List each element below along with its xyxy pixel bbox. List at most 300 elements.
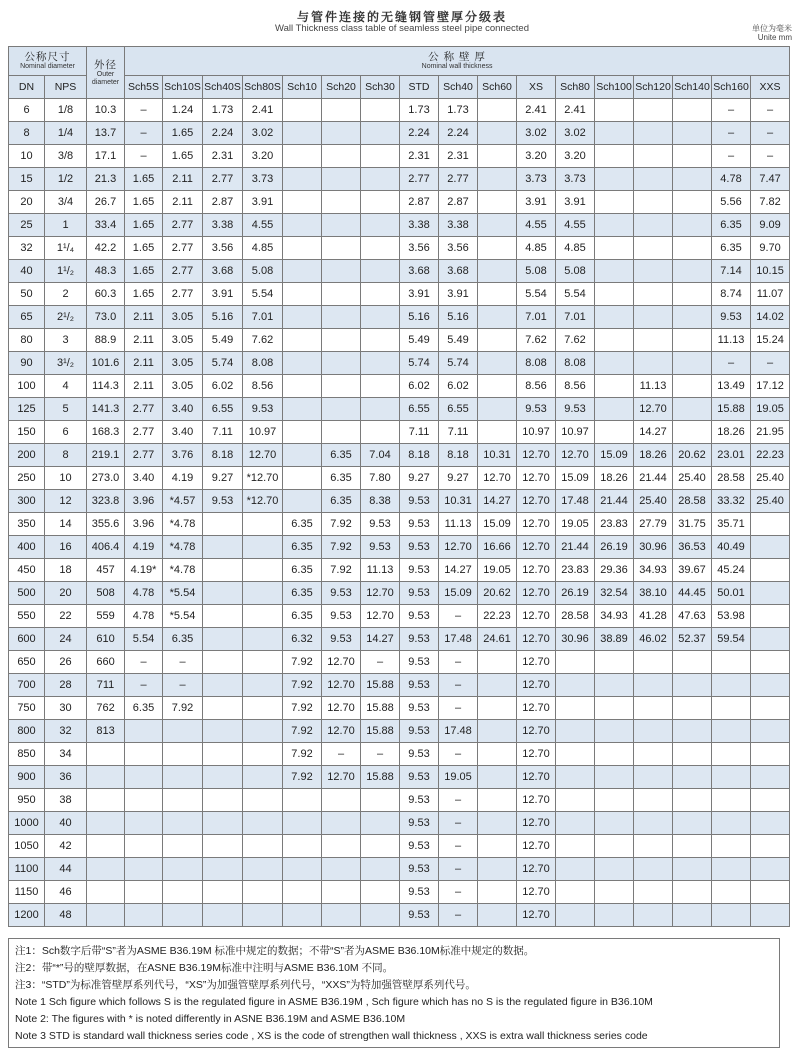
table-cell: 15.09 xyxy=(556,467,595,490)
table-row xyxy=(9,743,790,766)
table-cell: – xyxy=(751,352,790,375)
table-row xyxy=(9,214,790,237)
table-cell: 3.38 xyxy=(439,214,478,237)
note-line: 注1：Sch数字后带“S”者为ASME B36.19M 标准中规定的数据；不带“S”者为ASME B36.10M标准中规定的数据。 xyxy=(15,945,535,957)
table-cell xyxy=(243,651,283,674)
table-cell xyxy=(125,743,163,766)
table-cell: 22.23 xyxy=(478,605,517,628)
table-cell: 2.31 xyxy=(400,145,439,168)
table-cell: 5.54 xyxy=(243,283,283,306)
table-cell: – xyxy=(361,743,400,766)
table-cell xyxy=(556,743,595,766)
table-cell: 21.95 xyxy=(751,421,790,444)
table-cell: *4.78 xyxy=(163,536,203,559)
table-cell: 15 xyxy=(9,168,45,191)
table-cell xyxy=(361,260,400,283)
table-cell: 5.16 xyxy=(439,306,478,329)
table-cell: 9.53 xyxy=(400,490,439,513)
table-cell xyxy=(751,582,790,605)
table-cell: 5 xyxy=(45,398,87,421)
table-cell: 1.65 xyxy=(163,122,203,145)
table-cell: 32.54 xyxy=(595,582,634,605)
table-cell xyxy=(322,421,361,444)
table-cell: 39.67 xyxy=(673,559,712,582)
table-cell xyxy=(634,122,673,145)
table-cell: 7.92 xyxy=(283,720,322,743)
table-cell: 9.53 xyxy=(400,858,439,881)
table-cell: 9.27 xyxy=(400,467,439,490)
table-cell: 11.07 xyxy=(751,283,790,306)
table-cell: 6.35 xyxy=(322,467,361,490)
table-cell: 7.62 xyxy=(517,329,556,352)
table-cell xyxy=(203,858,243,881)
table-cell xyxy=(712,766,751,789)
table-cell: 7.11 xyxy=(400,421,439,444)
table-cell: 5.16 xyxy=(400,306,439,329)
table-cell xyxy=(595,306,634,329)
table-cell: 11.13 xyxy=(712,329,751,352)
table-cell: 23.01 xyxy=(712,444,751,467)
table-cell: 34.93 xyxy=(595,605,634,628)
table-cell: 13.49 xyxy=(712,375,751,398)
table-cell xyxy=(634,720,673,743)
table-cell: 12.70 xyxy=(517,743,556,766)
table-cell xyxy=(478,674,517,697)
table-cell: 15.88 xyxy=(361,766,400,789)
table-cell: 6.35 xyxy=(163,628,203,651)
table-cell: 80 xyxy=(9,329,45,352)
table-cell: 11.13 xyxy=(439,513,478,536)
table-cell xyxy=(478,352,517,375)
table-cell xyxy=(673,812,712,835)
table-cell: 5.54 xyxy=(556,283,595,306)
table-cell xyxy=(634,697,673,720)
table-cell: *4.78 xyxy=(163,513,203,536)
table-cell xyxy=(556,904,595,927)
table-cell: 2.11 xyxy=(125,329,163,352)
table-cell: 3.40 xyxy=(163,398,203,421)
table-cell xyxy=(243,605,283,628)
table-cell: 9.53 xyxy=(243,398,283,421)
table-cell: 12.70 xyxy=(517,697,556,720)
table-cell: *4.57 xyxy=(163,490,203,513)
table-cell: 12.70 xyxy=(517,559,556,582)
table-cell xyxy=(673,99,712,122)
table-cell xyxy=(478,260,517,283)
table-cell: 9.53 xyxy=(400,674,439,697)
table-cell: 4.55 xyxy=(517,214,556,237)
table-cell: 2.77 xyxy=(400,168,439,191)
table-cell: 5.54 xyxy=(125,628,163,651)
header-schedule-sch10: Sch10 xyxy=(283,76,322,99)
table-cell: 20.62 xyxy=(673,444,712,467)
table-cell: 1.73 xyxy=(439,99,478,122)
header-wall-cn: 公 称 壁 厚 xyxy=(428,51,486,63)
table-cell: 7.04 xyxy=(361,444,400,467)
table-cell: 12.70 xyxy=(361,605,400,628)
table-cell: 5.56 xyxy=(712,191,751,214)
table-cell xyxy=(243,674,283,697)
table-cell: 355.6 xyxy=(87,513,125,536)
table-cell: 3.05 xyxy=(163,352,203,375)
table-cell: 2.11 xyxy=(163,191,203,214)
table-cell: 28.58 xyxy=(712,467,751,490)
table-cell: 7.80 xyxy=(361,467,400,490)
table-cell: 47.63 xyxy=(673,605,712,628)
table-cell: 9.53 xyxy=(400,605,439,628)
table-cell: 4.78 xyxy=(712,168,751,191)
table-cell xyxy=(283,352,322,375)
table-cell xyxy=(283,881,322,904)
table-cell xyxy=(322,260,361,283)
table-cell: 7.11 xyxy=(203,421,243,444)
table-cell xyxy=(163,904,203,927)
table-cell: 3.91 xyxy=(556,191,595,214)
table-cell: 52.37 xyxy=(673,628,712,651)
table-cell: 2.77 xyxy=(125,421,163,444)
table-cell xyxy=(556,812,595,835)
table-cell xyxy=(673,145,712,168)
table-cell: – xyxy=(751,122,790,145)
table-cell xyxy=(634,99,673,122)
table-cell xyxy=(673,835,712,858)
table-cell xyxy=(322,283,361,306)
table-cell: 5.49 xyxy=(439,329,478,352)
table-cell: 323.8 xyxy=(87,490,125,513)
table-cell: 2.24 xyxy=(203,122,243,145)
table-cell: 5.74 xyxy=(400,352,439,375)
table-cell: 762 xyxy=(87,697,125,720)
table-cell: 6.35 xyxy=(283,559,322,582)
table-cell: 24 xyxy=(45,628,87,651)
table-cell xyxy=(283,421,322,444)
note-line: 注2：带“*”号的壁厚数据，在ASNE B36.19M标准中注明与ASME B36.10M 不同。 xyxy=(15,962,394,974)
table-cell: 3.56 xyxy=(439,237,478,260)
table-cell: 2.87 xyxy=(439,191,478,214)
table-cell xyxy=(283,191,322,214)
table-cell: 6.35 xyxy=(283,582,322,605)
table-cell: 25 xyxy=(9,214,45,237)
table-cell: 44 xyxy=(45,858,87,881)
table-cell xyxy=(478,375,517,398)
table-cell: 17.1 xyxy=(87,145,125,168)
table-cell: 6.35 xyxy=(283,513,322,536)
table-cell xyxy=(595,904,634,927)
table-cell: 48 xyxy=(45,904,87,927)
table-cell: 1.65 xyxy=(163,145,203,168)
table-cell xyxy=(673,283,712,306)
table-cell xyxy=(322,191,361,214)
table-cell: 1 xyxy=(45,214,87,237)
table-cell: – xyxy=(125,122,163,145)
table-cell xyxy=(283,329,322,352)
table-cell: 3/8 xyxy=(45,145,87,168)
table-cell xyxy=(595,168,634,191)
table-cell xyxy=(283,260,322,283)
table-cell: 3.40 xyxy=(125,467,163,490)
table-cell xyxy=(751,835,790,858)
table-cell xyxy=(125,835,163,858)
table-cell: 34.93 xyxy=(634,559,673,582)
table-cell: 36.53 xyxy=(673,536,712,559)
table-cell: 3.20 xyxy=(243,145,283,168)
table-cell xyxy=(556,674,595,697)
table-cell: 2.77 xyxy=(163,283,203,306)
header-schedule-sch60: Sch60 xyxy=(478,76,517,99)
table-cell: 25.40 xyxy=(673,467,712,490)
table-cell: 6 xyxy=(45,421,87,444)
table-cell: 14 xyxy=(45,513,87,536)
table-cell: 36 xyxy=(45,766,87,789)
table-cell: 42 xyxy=(45,835,87,858)
table-cell: 150 xyxy=(9,421,45,444)
table-cell: 12.70 xyxy=(517,720,556,743)
table-cell: 38.10 xyxy=(634,582,673,605)
table-cell: 3.76 xyxy=(163,444,203,467)
header-schedule-sch20: Sch20 xyxy=(322,76,361,99)
table-cell xyxy=(361,789,400,812)
table-cell xyxy=(595,697,634,720)
header-schedule-sch30: Sch30 xyxy=(361,76,400,99)
table-cell: 26.7 xyxy=(87,191,125,214)
table-cell xyxy=(243,858,283,881)
table-cell: 7.62 xyxy=(243,329,283,352)
table-cell: 1100 xyxy=(9,858,45,881)
header-wall-en: Nominal wall thickness xyxy=(421,63,493,70)
table-cell xyxy=(203,835,243,858)
table-cell xyxy=(322,237,361,260)
table-cell: 6.55 xyxy=(439,398,478,421)
table-cell: 7.92 xyxy=(283,674,322,697)
table-cell: 3 xyxy=(45,329,87,352)
table-cell: 6.55 xyxy=(400,398,439,421)
table-cell xyxy=(634,904,673,927)
table-cell: 9.53 xyxy=(400,582,439,605)
table-cell: 11.13 xyxy=(361,559,400,582)
table-cell: 32 xyxy=(9,237,45,260)
table-cell: 6.02 xyxy=(400,375,439,398)
table-cell xyxy=(595,283,634,306)
table-cell: 4.19 xyxy=(125,536,163,559)
table-cell xyxy=(595,766,634,789)
table-cell: 2.77 xyxy=(439,168,478,191)
table-cell: 1.73 xyxy=(203,99,243,122)
table-cell: 2.31 xyxy=(439,145,478,168)
table-cell xyxy=(595,145,634,168)
table-cell xyxy=(595,237,634,260)
table-row xyxy=(9,375,790,398)
table-cell xyxy=(203,559,243,582)
unit-label xyxy=(752,24,792,42)
table-cell: 9.53 xyxy=(400,835,439,858)
table-row xyxy=(9,881,790,904)
table-cell: 6.02 xyxy=(203,375,243,398)
table-cell xyxy=(712,674,751,697)
table-cell: 7.62 xyxy=(556,329,595,352)
table-cell xyxy=(673,789,712,812)
table-cell xyxy=(163,766,203,789)
table-cell xyxy=(283,237,322,260)
table-cell: 6.32 xyxy=(283,628,322,651)
table-cell xyxy=(556,720,595,743)
table-cell: 19.05 xyxy=(478,559,517,582)
table-cell: 10.97 xyxy=(243,421,283,444)
table-cell: 1/2 xyxy=(45,168,87,191)
table-cell: 4.85 xyxy=(556,237,595,260)
table-cell: 13.7 xyxy=(87,122,125,145)
table-cell xyxy=(87,835,125,858)
table-cell xyxy=(478,237,517,260)
table-cell: *5.54 xyxy=(163,582,203,605)
table-cell: 48.3 xyxy=(87,260,125,283)
table-cell: 5.16 xyxy=(203,306,243,329)
table-cell: 8 xyxy=(9,122,45,145)
table-cell xyxy=(283,812,322,835)
table-cell: 3.05 xyxy=(163,329,203,352)
table-cell: 1050 xyxy=(9,835,45,858)
table-cell xyxy=(203,582,243,605)
table-cell xyxy=(203,674,243,697)
table-cell: 8.08 xyxy=(243,352,283,375)
table-cell xyxy=(322,145,361,168)
table-cell xyxy=(595,214,634,237)
table-cell xyxy=(595,651,634,674)
table-cell xyxy=(322,881,361,904)
table-cell: 4.19 xyxy=(163,467,203,490)
table-cell: – xyxy=(439,858,478,881)
table-cell: 6.35 xyxy=(712,237,751,260)
table-cell: 7.01 xyxy=(556,306,595,329)
table-cell: – xyxy=(712,352,751,375)
table-cell: – xyxy=(439,789,478,812)
table-cell xyxy=(712,904,751,927)
table-cell: 65 xyxy=(9,306,45,329)
table-cell: 20 xyxy=(45,582,87,605)
table-cell xyxy=(673,766,712,789)
table-cell: 8.18 xyxy=(400,444,439,467)
table-cell: – xyxy=(125,99,163,122)
table-cell: *5.54 xyxy=(163,605,203,628)
table-cell: 550 xyxy=(9,605,45,628)
table-cell: 12.70 xyxy=(517,467,556,490)
table-cell: 1200 xyxy=(9,904,45,927)
table-cell xyxy=(673,260,712,283)
table-cell xyxy=(243,766,283,789)
table-row xyxy=(9,168,790,191)
table-cell: 8.38 xyxy=(361,490,400,513)
table-cell: 8.08 xyxy=(556,352,595,375)
table-cell: 14.27 xyxy=(439,559,478,582)
table-cell xyxy=(634,835,673,858)
table-row xyxy=(9,582,790,605)
table-cell xyxy=(478,329,517,352)
table-cell: 12.70 xyxy=(517,536,556,559)
table-cell: 5.49 xyxy=(400,329,439,352)
table-cell xyxy=(673,237,712,260)
table-cell: 3.68 xyxy=(203,260,243,283)
table-cell xyxy=(243,582,283,605)
table-cell xyxy=(634,306,673,329)
table-cell: 7.92 xyxy=(322,536,361,559)
table-row xyxy=(9,490,790,513)
table-cell xyxy=(125,720,163,743)
table-cell: 7.11 xyxy=(439,421,478,444)
table-cell xyxy=(712,789,751,812)
table-cell xyxy=(125,904,163,927)
table-row xyxy=(9,352,790,375)
header-outer-cn: 外径 xyxy=(94,58,118,71)
table-cell xyxy=(478,904,517,927)
table-cell xyxy=(283,283,322,306)
table-cell: 12.70 xyxy=(517,582,556,605)
table-cell xyxy=(751,766,790,789)
table-cell xyxy=(478,697,517,720)
table-cell: 21.3 xyxy=(87,168,125,191)
table-cell xyxy=(283,398,322,421)
table-cell xyxy=(322,168,361,191)
table-cell: 7.92 xyxy=(322,513,361,536)
table-cell xyxy=(595,375,634,398)
table-cell: 3.91 xyxy=(203,283,243,306)
table-cell: 60.3 xyxy=(87,283,125,306)
table-cell xyxy=(556,766,595,789)
table-cell: 7.01 xyxy=(243,306,283,329)
table-cell: 1.65 xyxy=(125,191,163,214)
table-cell: – xyxy=(439,697,478,720)
table-cell xyxy=(283,467,322,490)
table-cell: 8.08 xyxy=(517,352,556,375)
table-cell xyxy=(87,812,125,835)
table-cell: 21.44 xyxy=(595,490,634,513)
table-row xyxy=(9,421,790,444)
table-cell xyxy=(283,99,322,122)
table-cell: 90 xyxy=(9,352,45,375)
table-cell: 1.65 xyxy=(125,237,163,260)
table-cell: 12.70 xyxy=(322,766,361,789)
table-cell xyxy=(634,881,673,904)
table-cell: 9.53 xyxy=(400,536,439,559)
table-cell xyxy=(203,766,243,789)
table-cell: – xyxy=(439,651,478,674)
table-cell xyxy=(361,168,400,191)
table-cell xyxy=(243,559,283,582)
table-cell: 9.53 xyxy=(712,306,751,329)
table-cell: – xyxy=(163,651,203,674)
table-cell xyxy=(283,858,322,881)
table-cell: 26 xyxy=(45,651,87,674)
table-cell xyxy=(361,835,400,858)
table-cell xyxy=(243,904,283,927)
table-cell: 9.53 xyxy=(322,628,361,651)
table-cell: – xyxy=(439,881,478,904)
table-cell: 21.44 xyxy=(634,467,673,490)
table-cell: 711 xyxy=(87,674,125,697)
table-row xyxy=(9,651,790,674)
table-cell xyxy=(87,766,125,789)
table-cell: 1.73 xyxy=(400,99,439,122)
table-cell xyxy=(673,122,712,145)
table-cell xyxy=(478,720,517,743)
table-cell: 3.20 xyxy=(556,145,595,168)
table-cell: – xyxy=(439,674,478,697)
table-cell xyxy=(556,651,595,674)
table-row xyxy=(9,145,790,168)
table-cell: 40 xyxy=(45,812,87,835)
table-cell xyxy=(203,812,243,835)
table-cell: 2.11 xyxy=(125,306,163,329)
table-cell xyxy=(203,536,243,559)
table-cell: 12.70 xyxy=(517,858,556,881)
